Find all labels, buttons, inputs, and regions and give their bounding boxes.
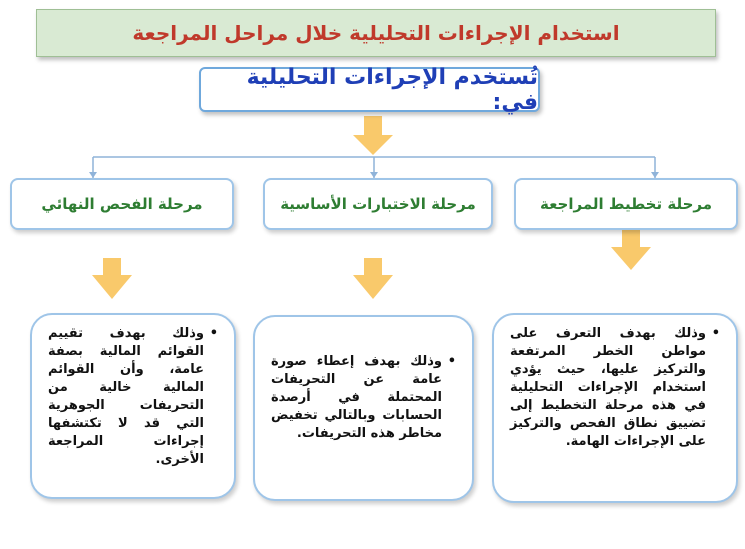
title-text: استخدام الإجراءات التحليلية خلال مراحل المراجعة	[132, 21, 620, 45]
desc-final-text: • وذلك بهدف تقييم القوائم المالية بصفة عامة، وأن القوائم المالية خالية من التحريفات الجوهرية التي قد لا تكتشفها إجراءات المراجعة الأخرى.	[48, 325, 204, 469]
arrow-stage-final	[92, 258, 132, 299]
stage-substantive	[263, 178, 493, 230]
desc-planning	[492, 313, 738, 503]
subtitle-box	[199, 64, 540, 115]
desc-planning-text: • وذلك بهدف التعرف على مواطن الخطر المرتفعة والتركيز عليها، حيث يؤدي استخدام الإجراءات التحليلية في هذه مرحلة التخطيط إلى تضييق نطاق الفحص والتركيز على الإجراءات الهامة.	[510, 325, 706, 451]
stage-final	[10, 178, 234, 230]
stage-substantive-label: مرحلة الاختبارات الأساسية	[280, 195, 476, 213]
subtitle-text: تُستخدم الإجراءات التحليلية في:	[246, 64, 538, 115]
title-banner	[36, 9, 716, 57]
stage-final-label: مرحلة الفحص النهائي	[41, 195, 203, 213]
arrow-stage-substantive	[353, 258, 393, 299]
arrow-stage-planning	[611, 230, 651, 270]
desc-substantive	[253, 315, 474, 501]
desc-final	[30, 313, 236, 499]
stage-planning-label: مرحلة تخطيط المراجعة	[539, 195, 712, 213]
main-down-arrow	[353, 116, 393, 155]
desc-substantive-text: • وذلك بهدف إعطاء صورة عامة عن التحريفات المحتملة في أرصدة الحسابات وبالتالي تخفيض مخاطر هذه التحريفات.	[271, 353, 442, 443]
stage-planning	[514, 178, 738, 230]
